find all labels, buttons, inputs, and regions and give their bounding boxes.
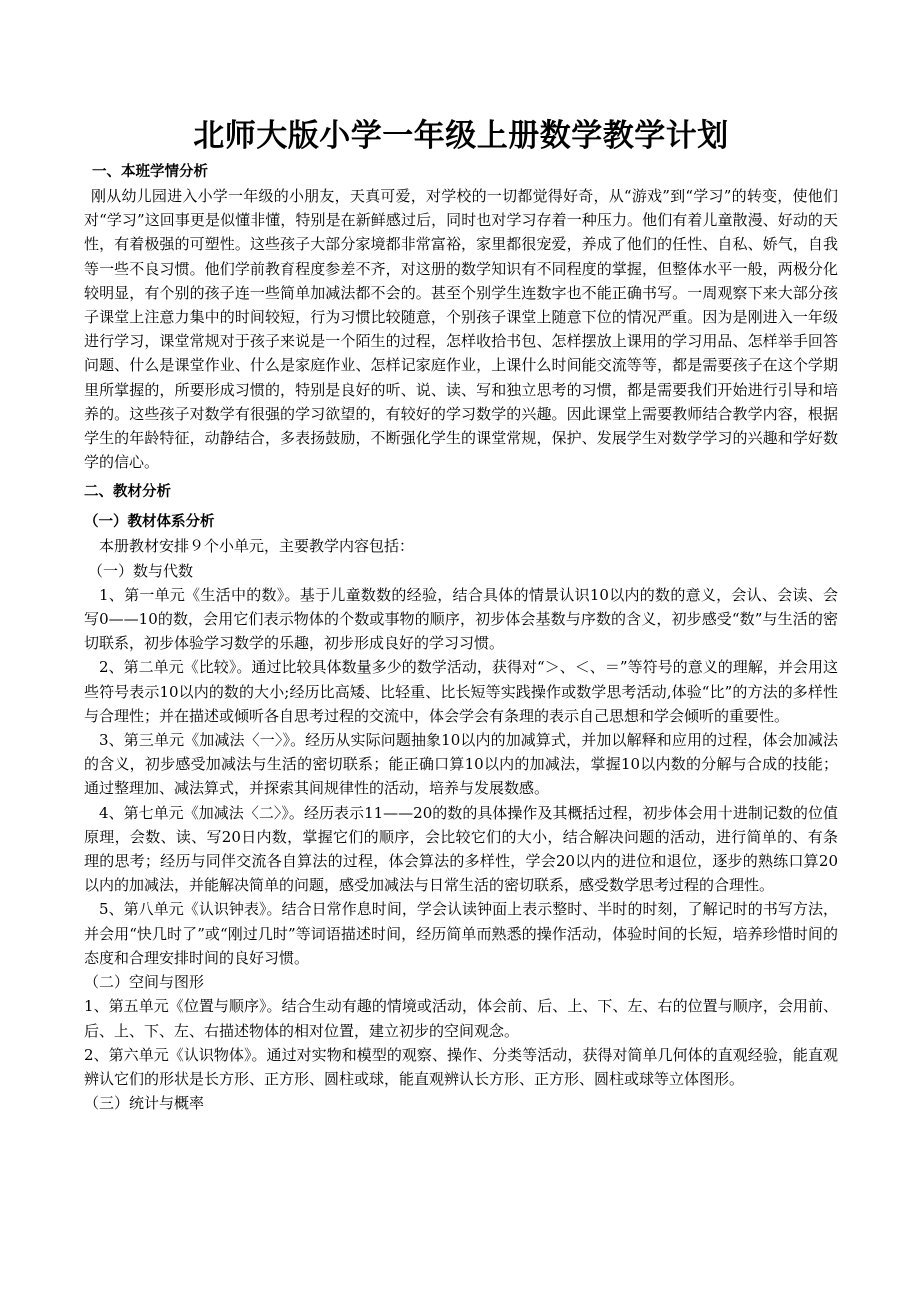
document-title: 北师大版小学一年级上册数学教学计划 (193, 118, 729, 154)
list-item-unit-3: 3、第三单元《加减法〈一〉》。经历从实际问题抽象10以内的加减算式，并加以解释和应用的过程，体会加减法的含义，初步感受加减法与生活的密切联系；能正确口算10以内的加减法，掌握10以内数的分解与合成的技能；通过整理加、减法算式，并探索其间规律性的活动，培养与发展数感。 (84, 731, 838, 798)
subsection-heading-system-analysis: （一）教材体系分析 (84, 514, 215, 531)
list-item-unit-1: 1、第一单元《生活中的数》。基于儿童数数的经验，结合具体的情景认识10以内的数的意义，会认、会读、会写0——10的数，会用它们表示物体的个数或事物的顺序，初步体会基数与序数的含义，初步感受“数”与生活的密切联系，初步体验学习数学的乐趣，初步形成良好的学习习惯。 (84, 585, 838, 653)
paragraph-class-analysis: 刚从幼儿园进入小学一年级的小朋友，天真可爱，对学校的一切都觉得好奇，从“游戏”到“学习”的转变，使他们对“学习”这回事更是似懂非懂，特别是在新鲜感过后，同时也对学习存着一种压力。他们有着儿童散漫、好动的天性，有着极强的可塑性。这些孩子大部分家境都非常富裕，家里都很宠爱，养成了他们的任性、自私、娇气，自我等一些不良习惯。他们学前教育程度参差不齐，对这册的数学知识有不同程度的掌握，但整体水平一般，两极分化较明显，有个别的孩子连一些简单加减法都不会的。甚至个别学生连数字也不能正确书写。一周观察下来大部分孩子课堂上注意力集中的时间较短，行为习惯比较随意，个别孩子课堂上随意下位的情况严重。因为是刚进入一年级进行学习，课堂常规对于孩子来说是一个陌生的过程，怎样收拾书包、怎样摆放上课用的学习用品、怎样举手回答问题、什么是课堂作业、什么是家庭作业、怎样记家庭作业，上课什么时间能交流等等，都是需要孩子在这个学期里所掌握的，所要形成习惯的，特别是良好的听、说、读、写和独立思考的习惯，都是需要我们开始进行引导和培养的。这些孩子对数学有很强的学习欲望的，有较好的学习数学的兴趣。因此课堂上需要教师结合教学内容，根据学生的年龄特征，动静结合，多表扬鼓励，不断强化学生的课堂常规，保护、发展学生对数学学习的兴趣和学好数学的信心。 (84, 187, 838, 472)
category-heading-statistics: （三）统计与概率 (84, 1094, 205, 1113)
category-heading-number-algebra: （一）数与代数 (88, 561, 194, 580)
section-heading-class-analysis: 一、本班学情分析 (92, 164, 208, 180)
paragraph-intro: 本册教材安排９个小单元，主要教学内容包括： (99, 537, 415, 556)
list-item-unit-2: 2、第二单元《比较》。通过比较具体数量多少的数学活动，获得对“＞、＜、＝”等符号的意义的理解，并会用这些符号表示10以内的数的大小;经历比高矮、比轻重、比长短等实践操作或数学思考活动,体验“比”的方法的多样性与合理性；并在描述或倾听各自思考过程的交流中，体会学会有条理的表示自己思想和学会倾听的重要性。 (84, 658, 838, 725)
list-item-unit-8: 5、第八单元《认识钟表》。结合日常作息时间，学会认读钟面上表示整时、半时的时刻，了解记时的书写方法，并会用“快几时了”或“刚过几时”等词语描述时间，经历简单而熟悉的操作活动，体验时间的长短，培养珍惜时间的态度和合理安排时间的良好习惯。 (84, 900, 838, 967)
list-item-unit-5: 1、第五单元《位置与顺序》。结合生动有趣的情境或活动，体会前、后、上、下、左、右的位置与顺序，会用前、后、上、下、左、右描述物体的相对位置，建立初步的空间观念。 (84, 997, 838, 1040)
category-heading-space-shape: （二）空间与图形 (84, 973, 205, 992)
document-page (84, 114, 838, 1115)
list-item-unit-6: 2、第六单元《认识物体》。通过对实物和模型的观察、操作、分类等活动，获得对简单几何体的直观经验，能直观辨认它们的形状是长方形、正方形、圆柱或球，能直观辨认长方形、正方形、圆柱或球等立体图形。 (84, 1045, 838, 1088)
list-item-unit-7: 4、第七单元《加减法〈二〉》。经历表示11——20的数的具体操作及其概括过程，初步体会用十进制记数的位值原理，会数、读、写20日内数，掌握它们的顺序，会比较它们的大小，结合解决问题的活动，进行简单的、有条理的思考；经历与同伴交流各自算法的过程，体会算法的多样性，学会20以内的进位和退位，逐步的熟练口算20以内的加减法，并能解决简单的问题，感受加减法与日常生活的密切联系，感受数学思考过程的合理性。 (84, 803, 838, 895)
section-heading-textbook-analysis: 二、教材分析 (84, 484, 171, 501)
